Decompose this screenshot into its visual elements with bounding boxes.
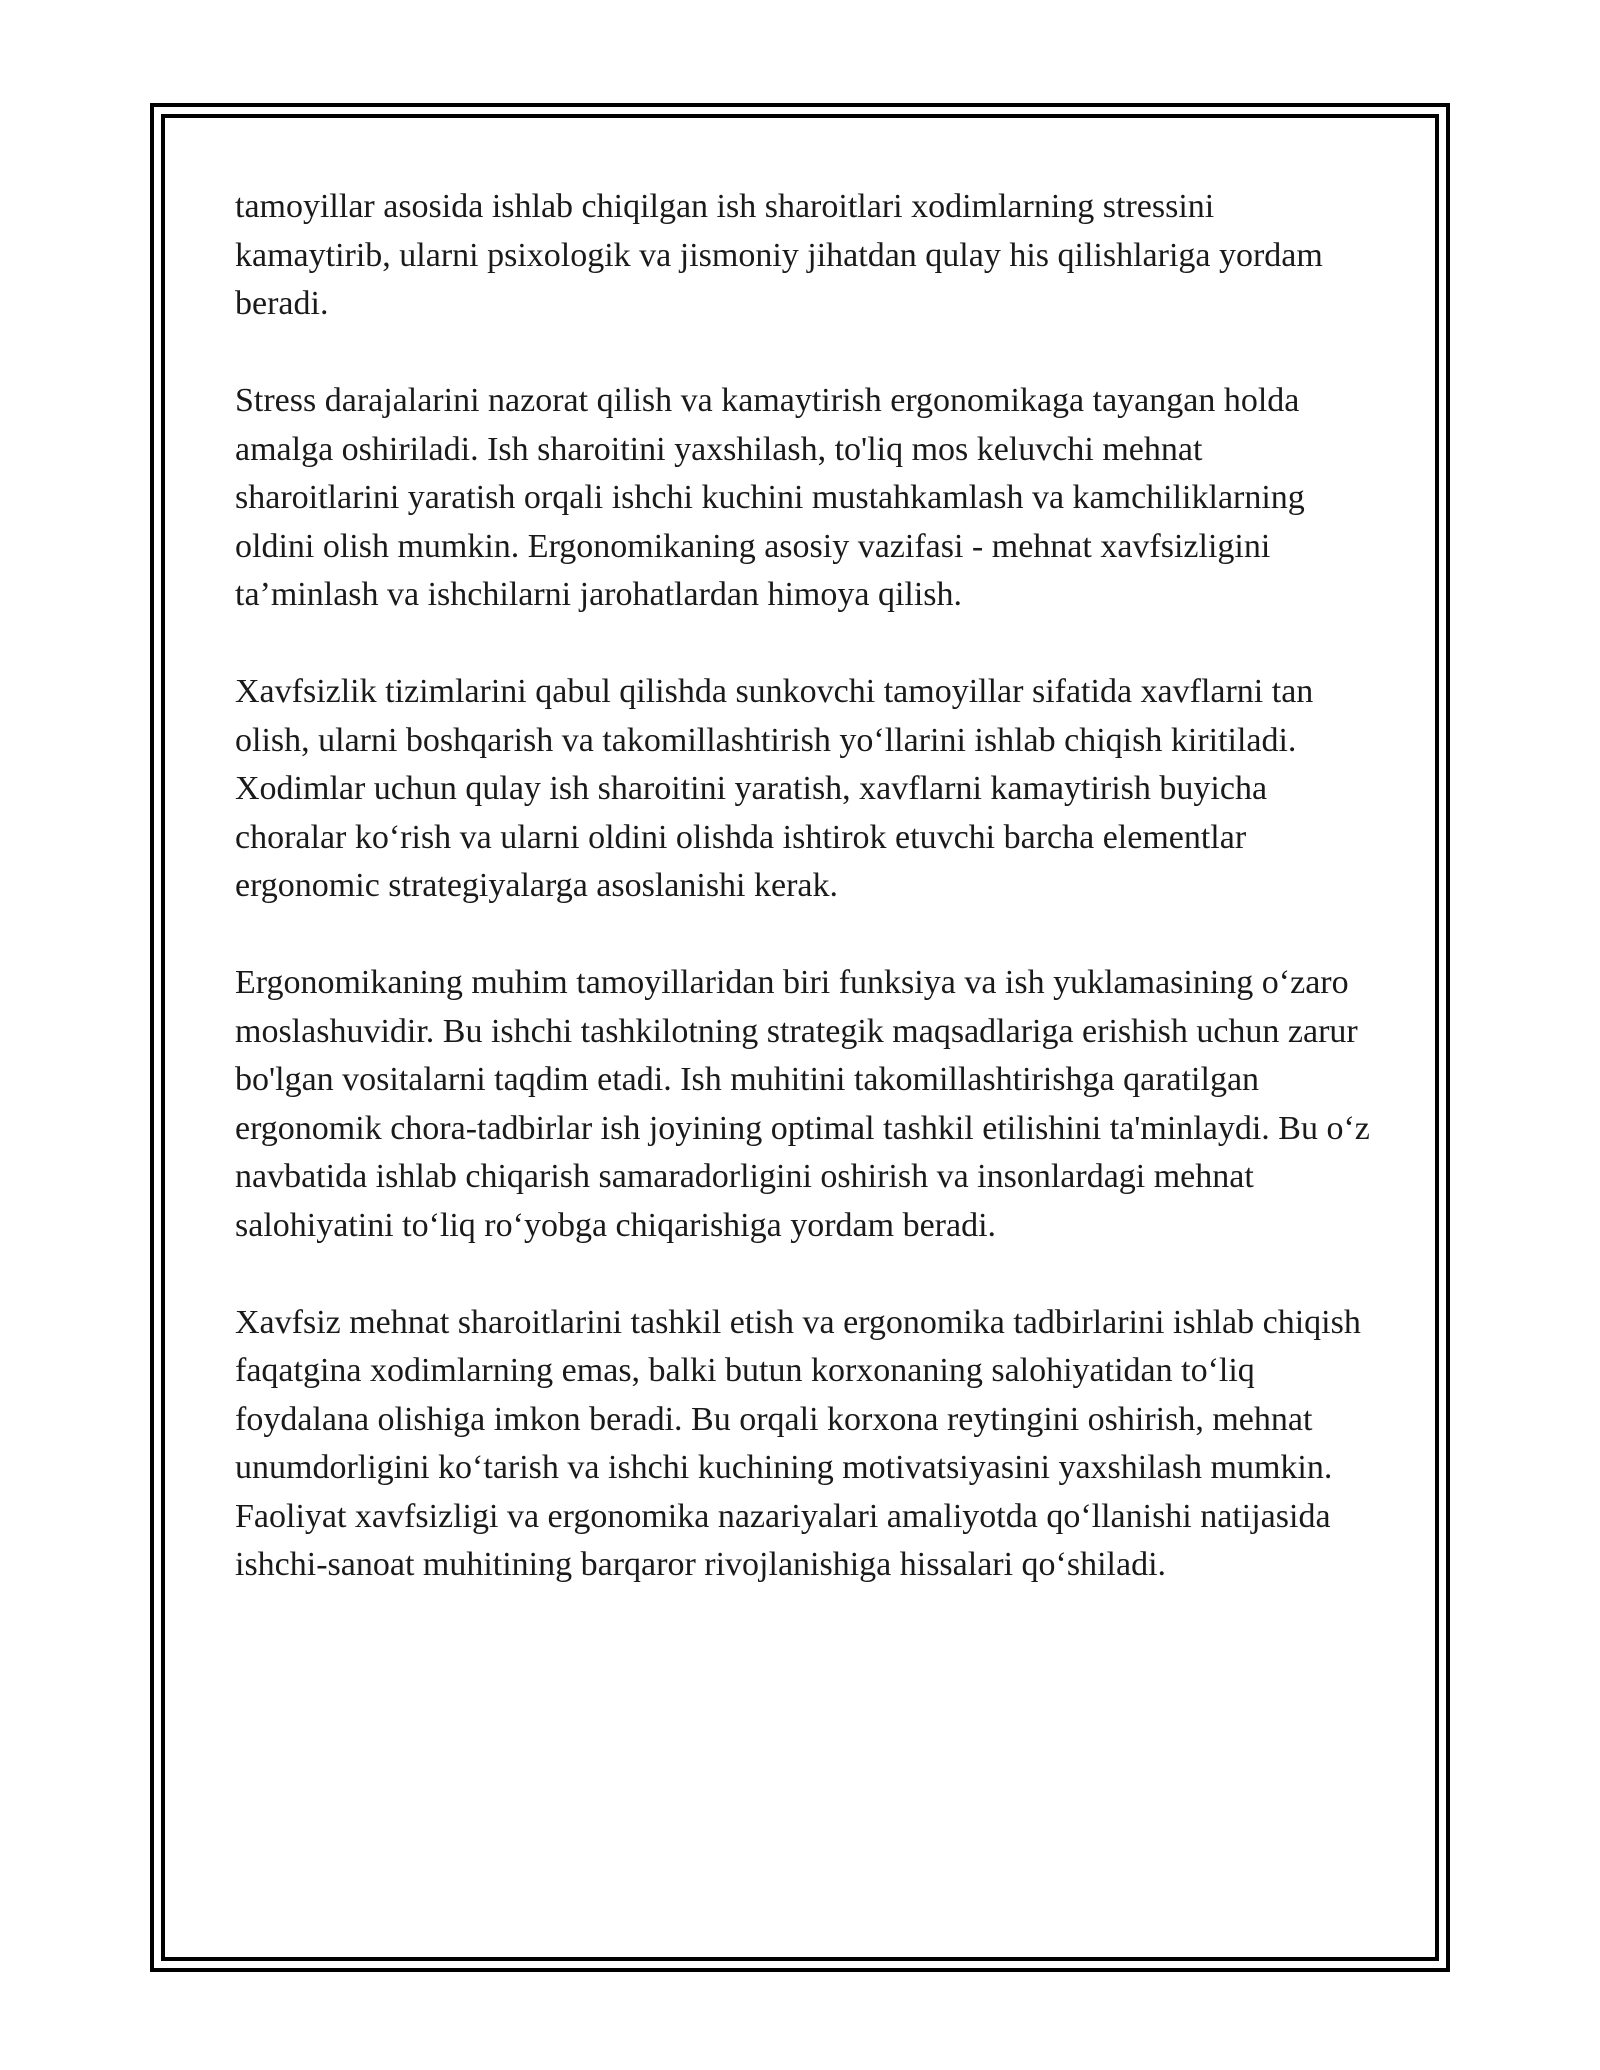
paragraph-1: tamoyillar asosida ishlab chiqilgan ish sharoitlari xodimlarning stressini kamaytirib, ularni psixologik va jismoniy jihatdan qulay his qilishlariga yordam beradi. xyxy=(235,188,1323,322)
paragraph-3: Xavfsizlik tizimlarini qabul qilishda sunkovchi tamoyillar sifatida xavflarni tan olish, ularni boshqarish va takomillashtirish yo‘llarini ishlab chiqish kiritiladi. Xodimlar uchun qulay ish sharoitini yaratish, xavflarni kamaytirish buyicha choralar ko‘rish va ularni oldini olishda ishtirok etuvchi barcha elementlar ergonomic strategiyalarga asoslanishi kerak. xyxy=(235,673,1314,904)
paragraph-2: Stress darajalarini nazorat qilish va kamaytirish ergonomikaga tayangan holda amalga oshiriladi. Ish sharoitini yaxshilash, to'liq mos keluvchi mehnat sharoitlarini yaratish orqali ishchi kuchini mustahkamlash va kamchiliklarning oldini olish mumkin. Ergonomikaning asosiy vazifasi - mehnat xavfsizligini ta’minlash va ishchilarni jarohatlardan himoya qilish. xyxy=(235,382,1305,613)
paragraph-4: Ergonomikaning muhim tamoyillaridan biri funksiya va ish yuklamasining o‘zaro moslashuvidir. Bu ishchi tashkilotning strategik maqsadlariga erishish uchun zarur bo'lgan vositalarni taqdim etadi. Ish muhitini takomillashtirishga qaratilgan ergonomik chora-tadbirlar ish joyining optimal tashkil etilishini ta'minlaydi. Bu o‘z navbatida ishlab chiqarish samaradorligini oshirish va insonlardagi mehnat salohiyatini to‘liq ro‘yobga chiqarishiga yordam beradi. xyxy=(235,964,1370,1244)
paragraph-5: Xavfsiz mehnat sharoitlarini tashkil etish va ergonomika tadbirlarini ishlab chiqish faqatgina xodimlarning emas, balki butun korxonaning salohiyatidan to‘liq foydalana olishiga imkon beradi. Bu orqali korxona reytingini oshirish, mehnat unumdorligini ko‘tarish va ishchi kuchining motivatsiyasini yaxshilash mumkin. Faoliyat xavfsizligi va ergonomika nazariyalari amaliyotda qo‘llanishi natijasida ishchi-sanoat muhitining barqaror rivojlanishiga hissalari qo‘shiladi. xyxy=(235,1303,1361,1583)
document-body xyxy=(235,183,1375,1638)
